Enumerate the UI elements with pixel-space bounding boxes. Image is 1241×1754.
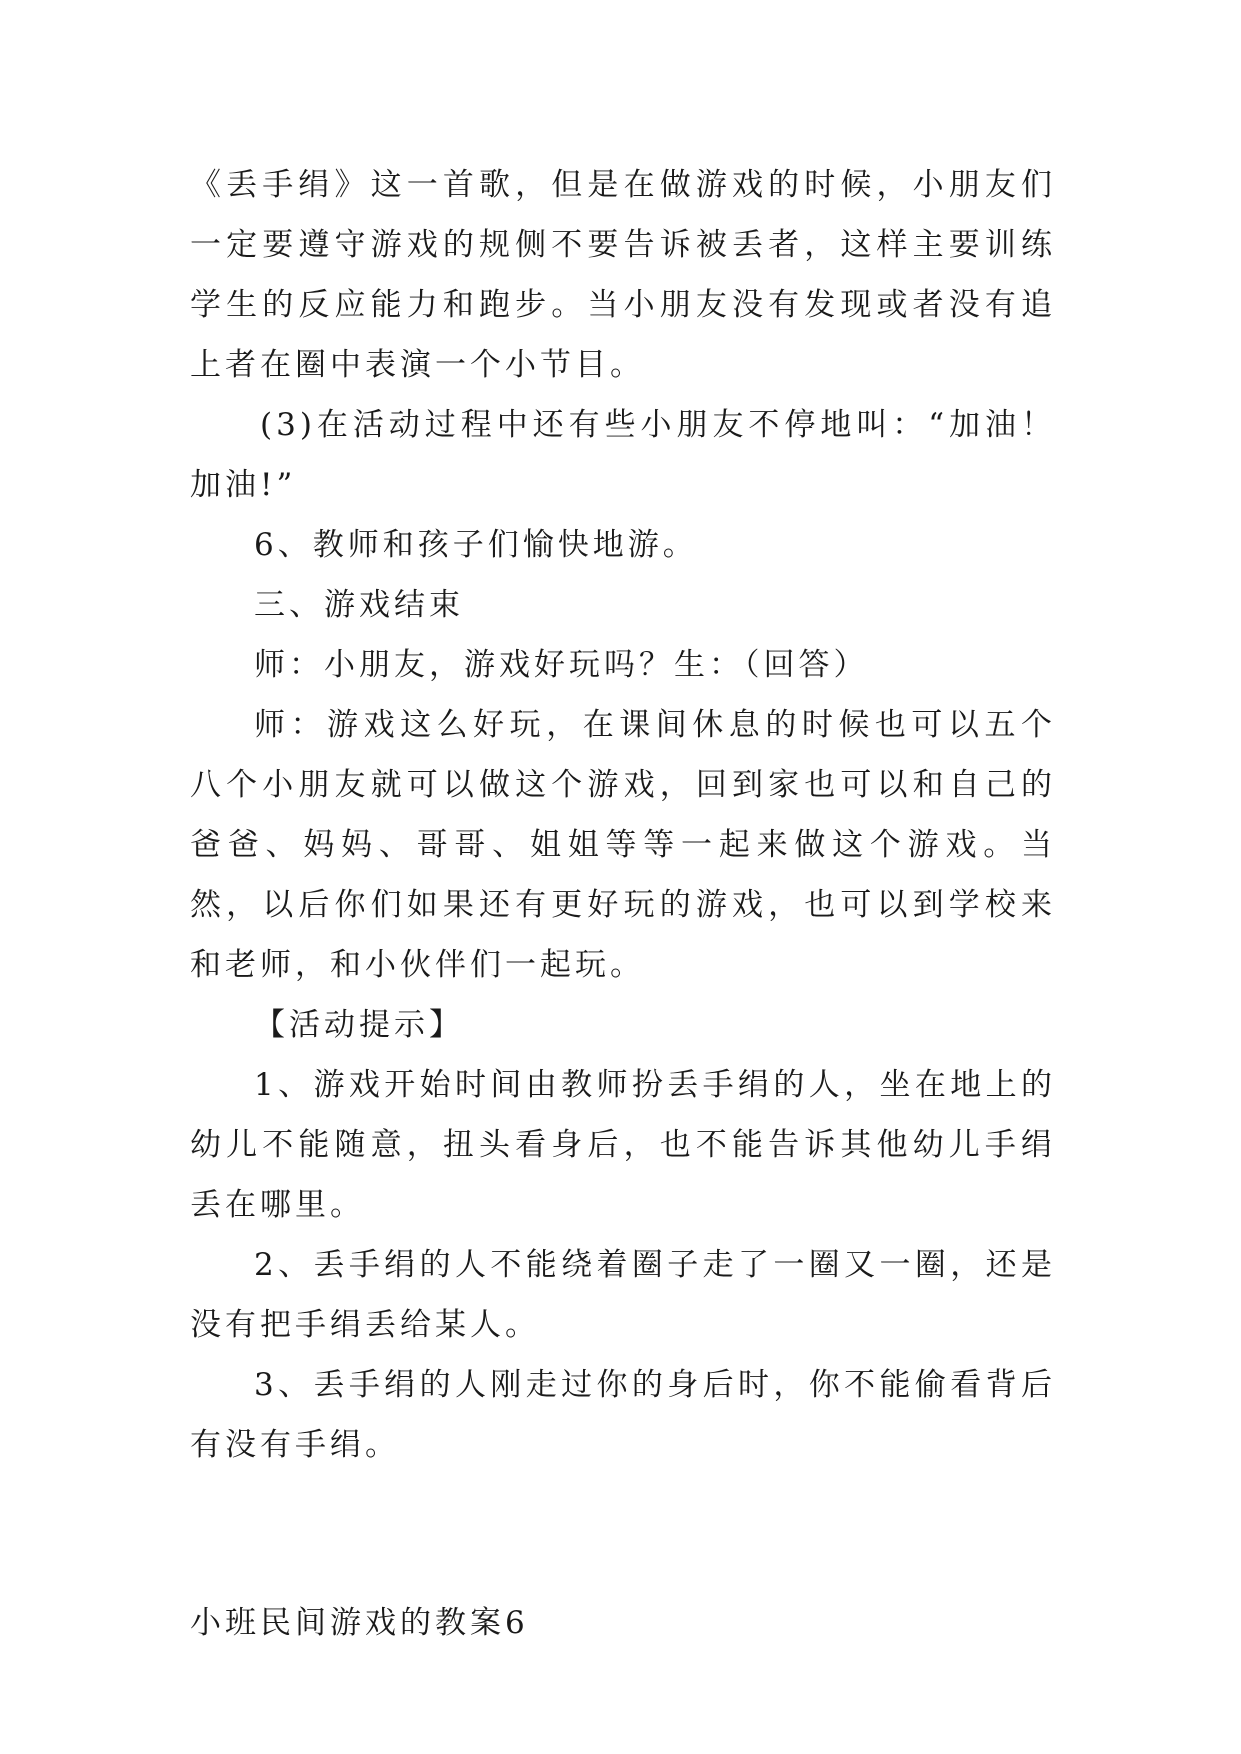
document-page <box>190 155 1056 1653</box>
paragraph-teacher-closing: 师：游戏这么好玩，在课间休息的时候也可以五个八个小朋友就可以做这个游戏，回到家也可以和自己的爸爸、妈妈、哥哥、姐姐等等一起来做这个游戏。当然，以后你们如果还有更好玩的游戏，也可以到学校来和老师，和小伙伴们一起玩。 <box>190 707 1056 983</box>
paragraph-tip-3: 3、丢手绢的人刚走过你的身后时，你不能偷看背后有没有手绢。 <box>190 1367 1056 1463</box>
paragraph-tip-1: 1、游戏开始时间由教师扮丢手绢的人，坐在地上的幼儿不能随意，扭头看身后，也不能告诉其他幼儿手绢丢在哪里。 <box>190 1067 1056 1223</box>
paragraph-song-rules: 《丢手绢》这一首歌，但是在做游戏的时候，小朋友们一定要遵守游戏的规侧不要告诉被丢者，这样主要训练学生的反应能力和跑步。当小朋友没有发现或者没有追上者在圈中表演一个小节目。 <box>190 167 1056 383</box>
paragraph-tip-2: 2、丢手绢的人不能绕着圈子走了一圈又一圈，还是没有把手绢丢给某人。 <box>190 1247 1056 1343</box>
paragraph-cheering: (3)在活动过程中还有些小朋友不停地叫：“加油！加油!” <box>190 407 1056 503</box>
heading-game-end: 三、游戏结束 <box>254 587 464 623</box>
heading-activity-tips: 【活动提示】 <box>254 1007 464 1043</box>
paragraph-teacher-question: 师：小朋友，游戏好玩吗？生：（回答） <box>254 647 869 683</box>
paragraph-step-6: 6、教师和孩子们愉快地游。 <box>254 527 698 563</box>
next-section-title: 小班民间游戏的教案6 <box>190 1605 529 1641</box>
